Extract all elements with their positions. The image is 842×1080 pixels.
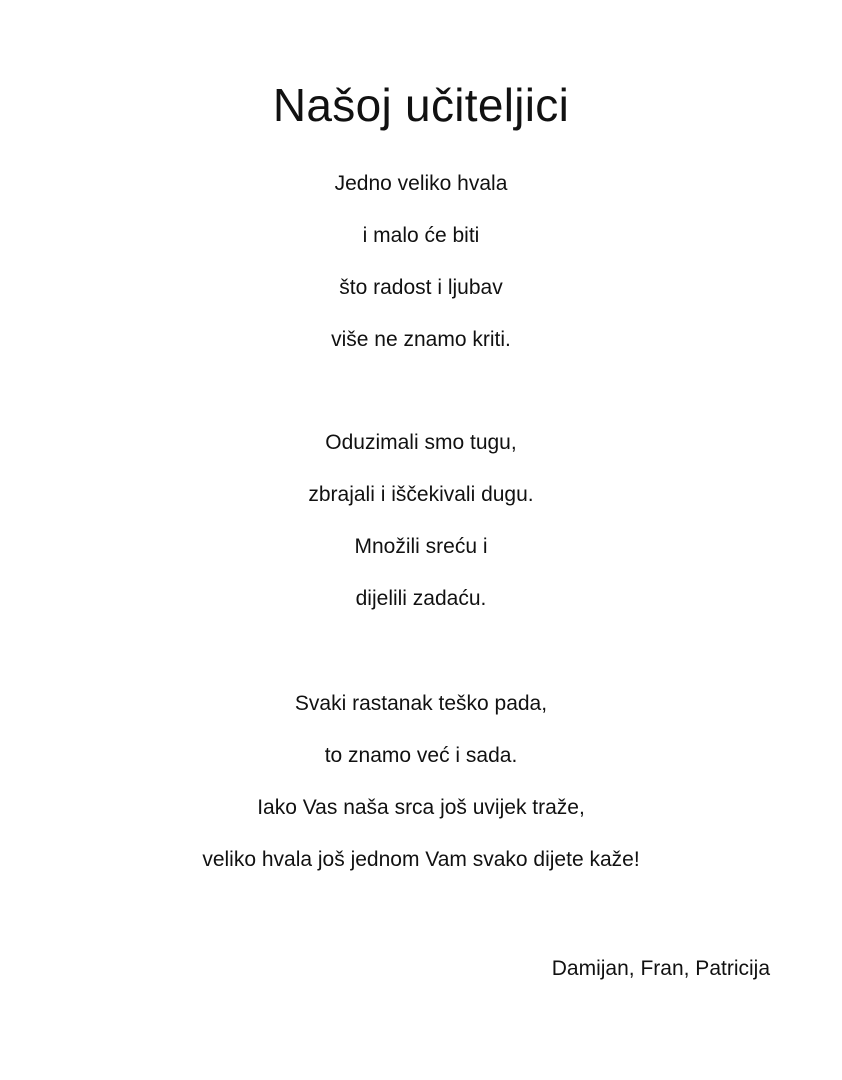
poem-line: Oduzimali smo tugu, <box>325 431 517 454</box>
poem-line: i malo će biti <box>362 224 480 247</box>
poem-stanza-1 <box>0 158 842 366</box>
poem-line: više ne znamo kriti. <box>331 328 511 351</box>
poem-line: dijelili zadaću. <box>355 587 487 610</box>
poem-line: zbrajali i iščekivali dugu. <box>308 483 534 506</box>
poem-line: Svaki rastanak teško pada, <box>294 692 548 715</box>
poem-line: veliko hvala još jednom Vam svako dijete kaže! <box>202 848 640 871</box>
poem-line: Množili sreću i <box>354 535 488 558</box>
poem-line: Iako Vas naša srca još uvijek traže, <box>257 796 585 819</box>
poem-signature: Damijan, Fran, Patricija <box>551 957 770 980</box>
poem-stanza-2 <box>0 417 842 625</box>
poem-line: Jedno veliko hvala <box>334 172 508 195</box>
poem-line: što radost i ljubav <box>339 276 503 299</box>
poem-line: to znamo već i sada. <box>324 744 518 767</box>
poem-title: Našoj učiteljici <box>272 79 570 131</box>
poem-stanza-3 <box>0 678 842 886</box>
